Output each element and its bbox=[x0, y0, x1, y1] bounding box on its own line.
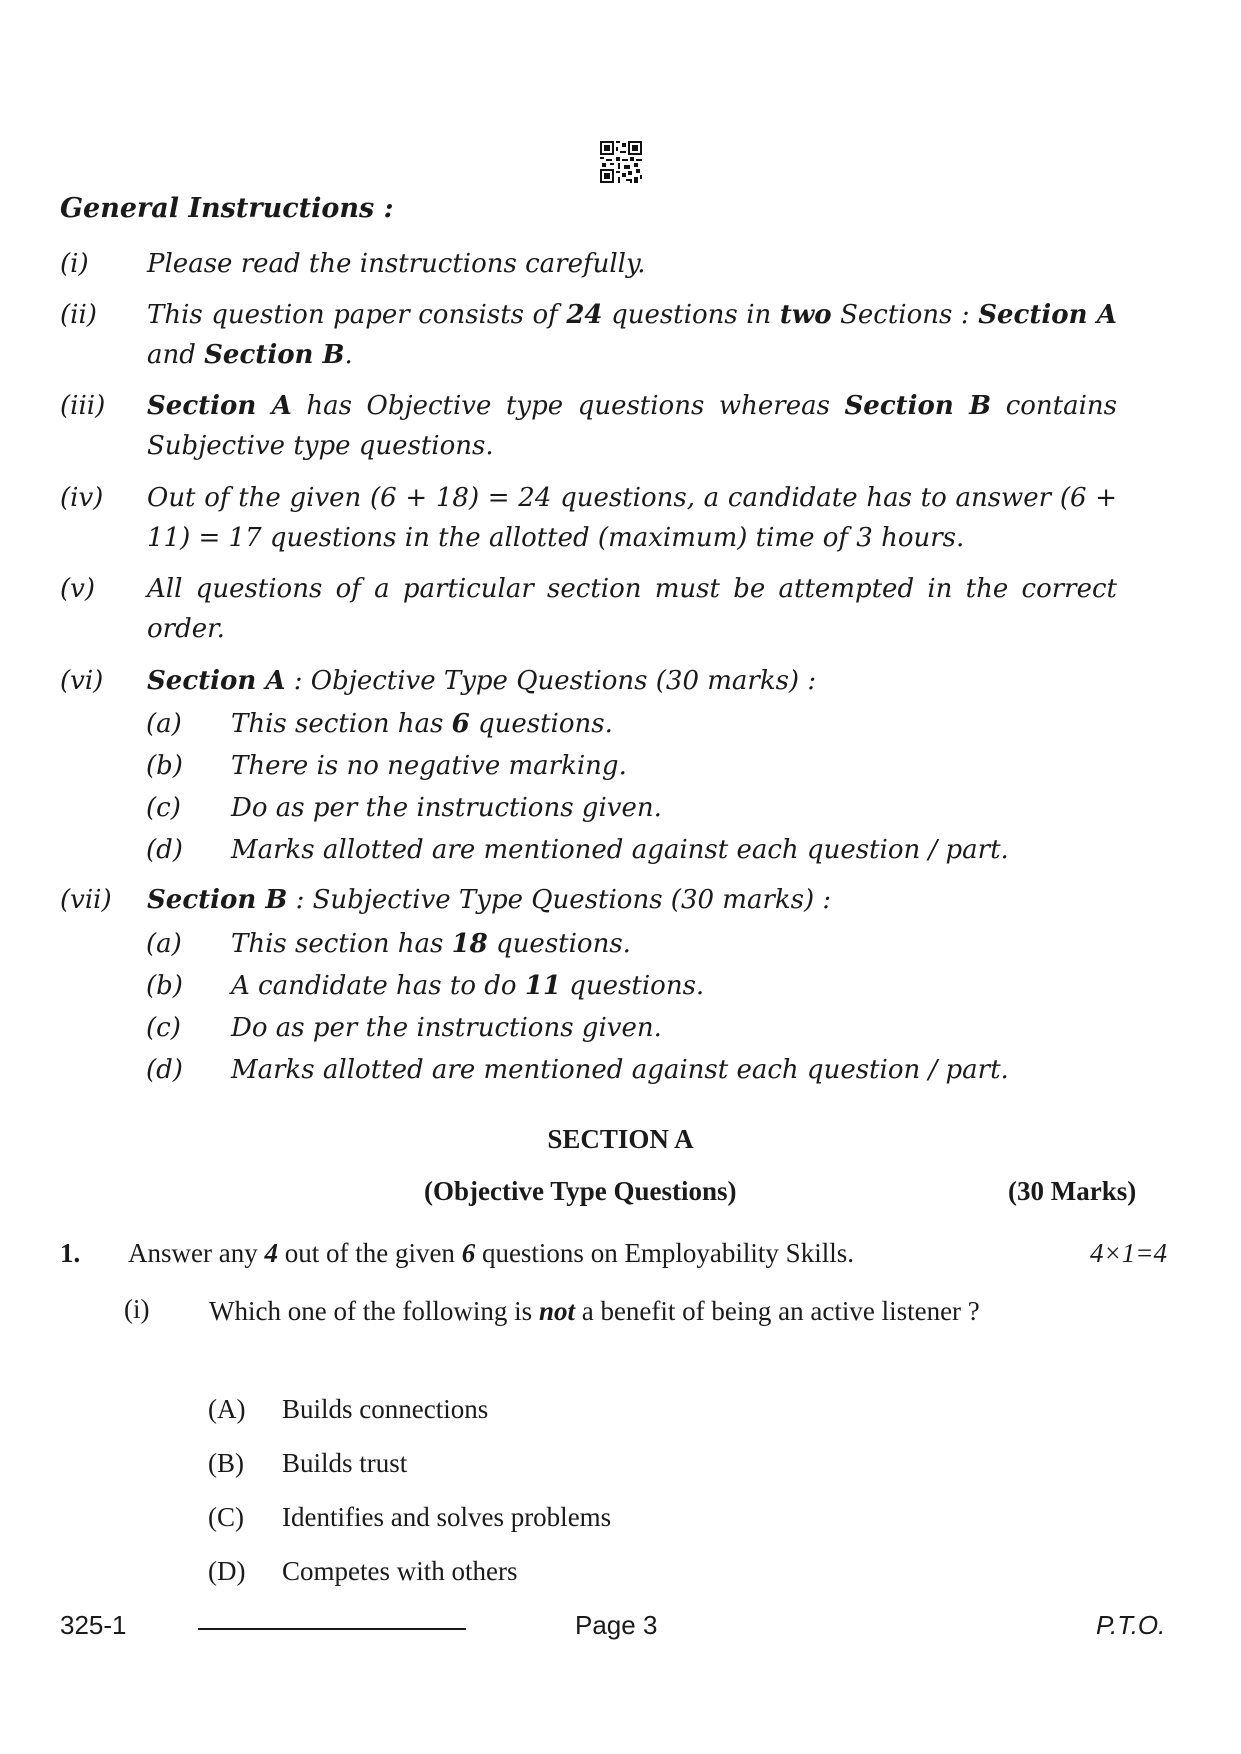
section-marks: (30 Marks) bbox=[1008, 1176, 1137, 1206]
instruction-text: Out of the given (6 + 18) = 24 questions, a candidate has to answer (6 + 11) = 17 questions in the allotted (maximum) time of 3 hours. bbox=[147, 483, 1117, 553]
footer-paper-code: 325-1 bbox=[60, 1610, 127, 1640]
instruction-text: Section A : Objective Type Questions (30 marks) : bbox=[147, 666, 817, 696]
exam-page: General Instructions : (i) Please read the instructions carefully. (ii) This question paper consists of 24 questions in two Sections : Section A and Section B. (iii) Section A has Objective type questions whereas Section B contains Subjective type questions. (iv) Out of the given (6 + 18) = 24 questions, a candidate has to answer (6 + 11) = 17 questions in the allotted (maximum) time of 3 hours. (v) All questions of a particular section must be attempted in the correct order. (vi) Section A : Objective Type Questions (30 marks) : (a) This section has 6 questions. (b) There is no negative marking. (c) Do as per the instructions given. (d) Marks allotted are mentioned against each question / part. (vii) Section B : Subjective Type Questions (30 marks) : (a) This section has 18 questions. (b) A candidate has to do 11 questions. (c) Do as per the instructions given. (d) Marks allotted are mentioned against each question / part. SECTION A (Objective Type Questions) (30 Marks) 1. Answer any 4 out of the given 6 questions on Employability Skills. 4×1=4 (i) Which one of the following is not a benefit of being an active listener ? (A) Builds connections (B) Builds trust (C) Identifies and solves problems (D) Competes with others 325-1 Page 3 P.T.O. bbox=[0, 0, 1241, 1754]
subquestion-number: (i) bbox=[124, 1294, 150, 1324]
instruction-number: (iii) bbox=[60, 391, 106, 421]
footer-pto: P.T.O. bbox=[1096, 1610, 1166, 1640]
instruction-text: Section B : Subjective Type Questions (30 marks) : bbox=[147, 885, 832, 915]
instruction-text: Please read the instructions carefully. bbox=[147, 249, 646, 279]
instruction-number: (vii) bbox=[60, 885, 112, 915]
instruction-number: (ii) bbox=[60, 300, 97, 330]
question-text: Answer any 4 out of the given 6 questions on Employability Skills. bbox=[128, 1238, 854, 1268]
question-number: 1. bbox=[60, 1238, 81, 1268]
footer-rule bbox=[198, 1628, 466, 1630]
footer-page-number: Page 3 bbox=[575, 1610, 658, 1640]
subquestion-text: Which one of the following is not a benefit of being an active listener ? bbox=[209, 1296, 980, 1326]
section-title: SECTION A bbox=[547, 1124, 694, 1154]
instruction-text: This question paper consists of 24 questions in two Sections : Section A and Section B. bbox=[147, 300, 1117, 370]
instruction-number: (iv) bbox=[60, 483, 104, 513]
general-instructions-title: General Instructions : bbox=[60, 193, 394, 224]
instruction-number: (v) bbox=[60, 574, 95, 604]
instruction-text: Section A has Objective type questions whereas Section B contains Subjective type questions. bbox=[147, 391, 1118, 461]
question-marks: 4×1=4 bbox=[1090, 1238, 1167, 1268]
qr-code-icon bbox=[600, 141, 642, 183]
instruction-text: All questions of a particular section must be attempted in the correct order. bbox=[147, 574, 1117, 644]
instruction-number: (vi) bbox=[60, 666, 104, 696]
section-subtitle: (Objective Type Questions) bbox=[424, 1176, 737, 1206]
instruction-number: (i) bbox=[60, 249, 89, 279]
